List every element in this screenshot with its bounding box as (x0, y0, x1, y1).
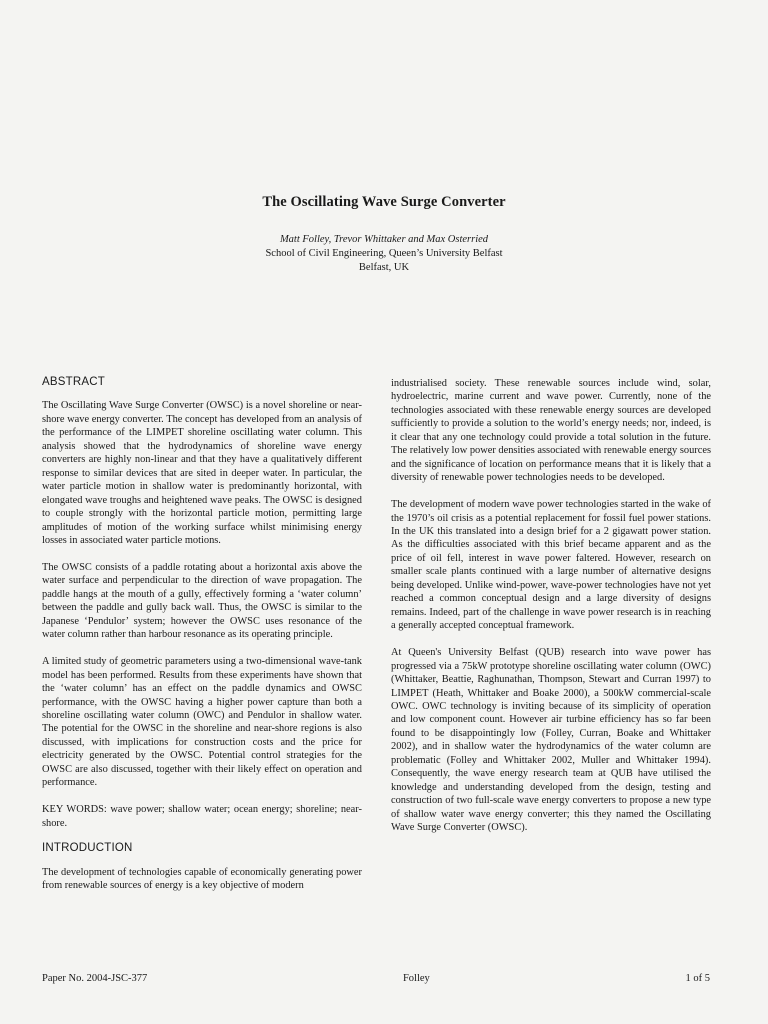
introduction-paragraph-3: At Queen's University Belfast (QUB) research into wave power has progressed via a 75kW prototype shoreline oscillating water column (OWC) (Whittaker, Beattie, Raghunathan, Thompson, Stewart and Curran 1997) to LIMPET (Heath, Whittaker and Boake 2000), a 500kW commercial-scale OWC. OWC technology is inviting because of its simplicity of operation and low component count. However air turbine efficiency has so far been found to be disappointingly low (Folley, Curran, Boake and Whittaker 2002), and in shallow water the hydrodynamics of the water column are problematic (Folley and Whittaker 2002, Muller and Whittaker 1994). Consequently, the wave energy research team at QUB have utilised the knowledge and understanding developed from the design, testing and construction of two full-scale wave energy converters to propose a new type of shallow water wave energy converter; this they named the Oscillating Wave Surge Converter (OWSC). (391, 647, 711, 834)
left-column (42, 376, 362, 906)
introduction-heading: INTRODUCTION (42, 842, 133, 855)
right-column (391, 377, 711, 848)
introduction-paragraph-2: The development of modern wave power technologies started in the wake of the 1970’s oil crisis as a potential replacement for fossil fuel power stations. In the UK this translated into a design brief for a 2 gigawatt power station. As the difficulties associated with this brief became apparent and as the price of oil fell, interest in wave power faltered. However, research on smaller scale plants continued with a large number of alternative designs being developed. Unlike wind-power, wave-power technologies have not yet reached a common conceptual design and a large diversity of designs remains. Indeed, part of the challenge in wave power research is in reaching a generally accepted conceptual framework. (391, 499, 711, 632)
page-number: 1 of 5 (685, 973, 710, 984)
keywords-paragraph: KEY WORDS: wave power; shallow water; ocean energy; shoreline; near-shore. (42, 804, 362, 829)
page-footer (42, 973, 710, 984)
paper-header (0, 194, 768, 275)
affiliation-line-1: School of Civil Engineering, Queen’s University Belfast (265, 248, 503, 259)
affiliation-line-2: Belfast, UK (358, 262, 410, 273)
footer-author: Folley (402, 973, 430, 984)
abstract-paragraph-2: The OWSC consists of a paddle rotating about a horizontal axis above the water surface and perpendicular to the direction of wave propagation. The paddle hangs at the mouth of a gully, effectively forming a ‘water column’ between the paddle and gully back wall. Thus, the OWSC is similar to the Japanese ‘Pendulor’ system; however the OWSC uses resonance of the water column rather than harbour resonance as its operating principle. (42, 561, 362, 641)
paper-title: The Oscillating Wave Surge Converter (262, 194, 506, 210)
paper-number: Paper No. 2004-JSC-377 (42, 973, 148, 984)
abstract-paragraph-1: The Oscillating Wave Surge Converter (OWSC) is a novel shoreline or near-shore wave energy converter. The concept has developed from an analysis of the performance of the LIMPET shoreline oscillating water column. This analysis showed that the hydrodynamics of shoreline wave energy converters are highly non-linear and that they have a qualitatively different response to similar devices that are sited in deeper water. In particular, the water particle motion in shallow water is predominantly horizontal, with elongated wave troughs and heightened wave peaks. The OWSC is designed to couple strongly with the horizontal particle motion, permitting large amplitudes of motion of the working surface whilst minimising energy losses in associated water particle motions. (42, 400, 362, 546)
abstract-heading: ABSTRACT (42, 376, 105, 388)
abstract-paragraph-3: A limited study of geometric parameters using a two-dimensional wave-tank model has been performed. Results from these experiments have shown that the ‘water column’ has an effect on the paddle dynamics and OWSC performance, with the OWSC having a higher power capture than both a shoreline oscillating water column (OWC) and Pendulor in shallow water. The potential for the OWSC in the shoreline and near-shore regions is also discussed, with implications for construction costs and the price for electricity generated by the OWSC. Potential control strategies for the OWSC are also discussed, together with their likely effect on operation and performance. (42, 656, 362, 789)
introduction-paragraph-1-start: The development of technologies capable of economically generating power from renewable sources of energy is a key objective of modern (42, 866, 362, 891)
author-list: Matt Folley, Trevor Whittaker and Max Osterried (279, 234, 489, 245)
introduction-paragraph-1-cont: industrialised society. These renewable sources include wind, solar, hydroelectric, marine current and wave power. Currently, none of the technologies associated with these renewable energy sources are developed sufficiently to provide a solution to the world’s energy needs; nor, indeed, is it clear that any one technology could provide a total solution in the future. The relatively low power densities associated with renewable energy sources and the significance of location on performance means that it is likely that a diversity of renewable power technologies needs to be developed. (391, 378, 711, 484)
